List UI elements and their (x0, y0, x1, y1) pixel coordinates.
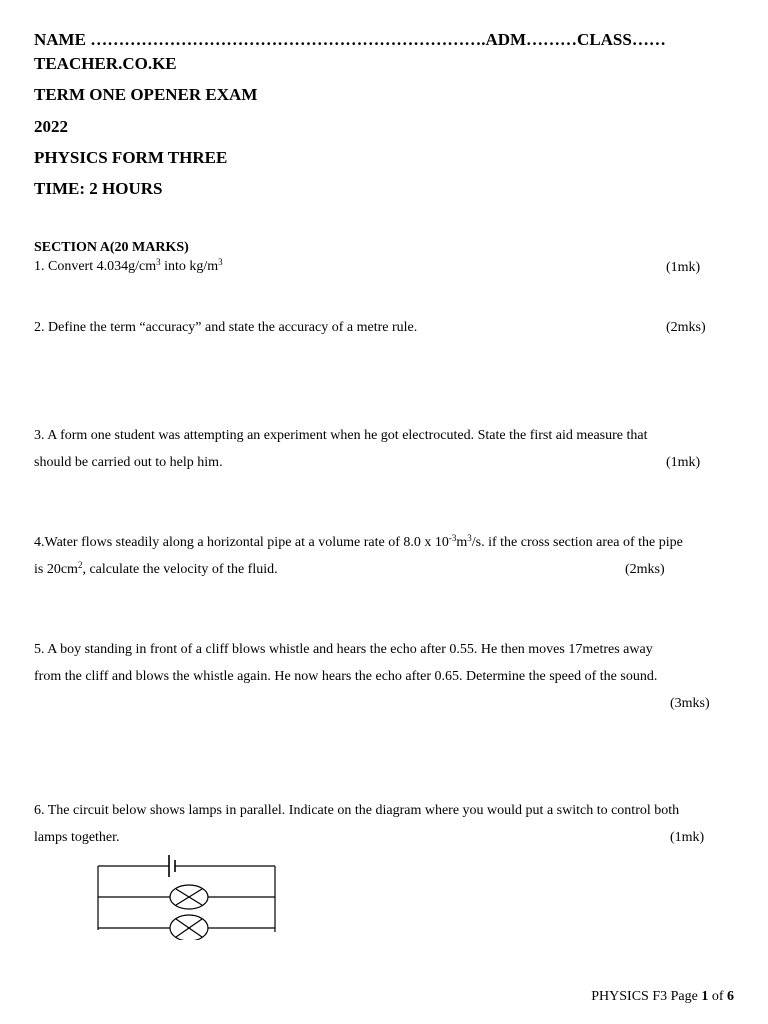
q4-superscript-a: -3 (448, 533, 457, 543)
footer-of: of (708, 989, 727, 1004)
subject-form: PHYSICS FORM THREE (34, 148, 228, 167)
question-5-line-2: from the cliff and blows the whistle again. He now hears the echo after 0.65. Determine the speed of the sound. (34, 669, 658, 684)
exam-year: 2022 (34, 117, 68, 136)
q4-text-a: 4.Water flows steadily along a horizontal pipe at a volume rate of 8.0 x 10 (34, 535, 449, 550)
question-2: 2. Define the term “accuracy” and state the accuracy of a metre rule. (34, 320, 418, 335)
footer-total-pages: 6 (727, 989, 734, 1004)
source-label: TEACHER.CO.KE (34, 54, 177, 73)
q4-text-d: is 20cm (34, 562, 78, 577)
q1-text-a: 1. Convert 4.034g/cm (34, 259, 157, 274)
question-1-marks: (1mk) (666, 260, 701, 275)
question-4-line-2 (34, 562, 278, 578)
section-title: SECTION A(20 MARKS) (34, 240, 189, 255)
q4-text-c: /s. if the cross section area of the pipe (471, 535, 683, 550)
parallel-lamps-circuit-diagram[interactable] (90, 850, 290, 940)
q4-superscript-b: 3 (467, 533, 472, 543)
page-footer (591, 989, 734, 1005)
question-6-line-2: lamps together. (34, 830, 120, 845)
question-6-line-1: 6. The circuit below shows lamps in parallel. Indicate on the diagram where you would put a switch to control both (34, 803, 680, 818)
footer-prefix: PHYSICS F3 Page (591, 989, 702, 1004)
question-3-line-2: should be carried out to help him. (34, 455, 223, 470)
question-2-marks: (2mks) (666, 320, 706, 335)
q1-superscript-b: 3 (218, 257, 223, 267)
lamp-1 (170, 885, 208, 909)
question-5-line-1: 5. A boy standing in front of a cliff blows whistle and hears the echo after 0.55. He then moves 17metres away (34, 642, 653, 657)
footer-page-number: 1 (701, 989, 709, 1004)
question-4-marks: (2mks) (625, 562, 665, 577)
question-6-marks: (1mk) (670, 830, 705, 845)
question-4-line-1 (34, 535, 683, 551)
question-1 (34, 259, 223, 275)
question-5-marks: (3mks) (670, 696, 710, 711)
exam-time: TIME: 2 HOURS (34, 179, 163, 198)
q4-text-e: , calculate the velocity of the fluid. (82, 562, 278, 577)
q1-text-b: into kg/m (160, 259, 219, 274)
lamp-2 (170, 915, 208, 940)
q4-superscript-c: 2 (77, 560, 83, 570)
exam-title: TERM ONE OPENER EXAM (34, 85, 258, 104)
question-3-line-1: 3. A form one student was attempting an experiment when he got electrocuted. State the first aid measure that (34, 428, 648, 443)
q1-superscript-a: 3 (156, 257, 161, 267)
question-3-marks: (1mk) (666, 455, 701, 470)
q4-text-b: m (456, 535, 468, 550)
name-adm-class-line: NAME …………………………………………………………….ADM………CLASS…… (34, 30, 666, 49)
